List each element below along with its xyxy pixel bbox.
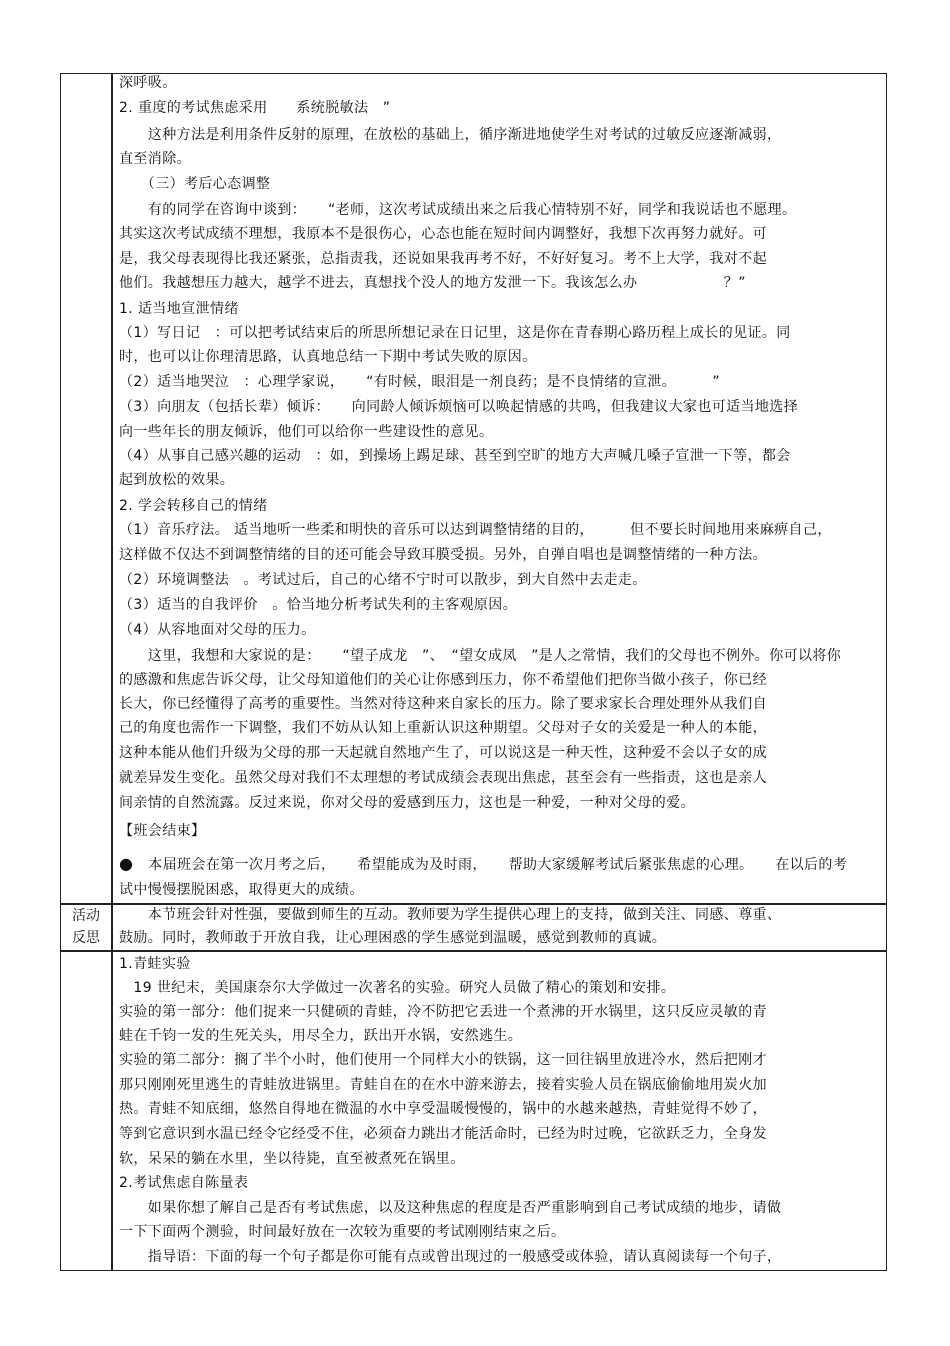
text-line: （4）从容地面对父母的压力。 [119, 622, 316, 638]
text-line: 实验的第一部分：他们捉来一只健硕的青蛙，冷不防把它丢进一个煮沸的开水锅里，这只反应灵敏的青 [119, 1004, 767, 1020]
text-line: 这里，我想和大家说的是： “望子成龙 ”、 “望女成凤 ”是人之常情，我们的父母也不例外。你可以将你 [119, 648, 842, 664]
text-line: 这种方法是利用条件反射的原理，在放松的基础上，循序渐进地使学生对考试的过敏反应逐渐减弱， [119, 127, 782, 143]
text-line: 起到放松的效果。 [119, 472, 235, 488]
text-line: 有的同学在咨询中谈到： “老师，这次考试成绩出来之后我心情特别不好，同学和我说话也不愿理。 [119, 202, 797, 218]
subheading: 2. 学会转移自己的情绪 [119, 498, 268, 514]
text-line: 是，我父母表现得比我还紧张，总指责我，还说如果我再考不好，不好好复习。考不上大学，我对不起 [119, 251, 767, 267]
label-line: 活动 [72, 908, 100, 924]
text-line: （3）适当的自我评价 。恰当地分析考试失利的主客观原因。 [119, 597, 518, 613]
text-line: 19 世纪末，美国康奈尔大学做过一次著名的实验。研究人员做了精心的策划和安排。 [119, 980, 676, 996]
text-line: 鼓励。同时，教师敢于开放自我，让心理困惑的学生感觉到温暖，感觉到教师的真诚。 [119, 930, 667, 946]
text-line: 2. 重度的考试焦虑采用 系统脱敏法 ” [119, 100, 391, 116]
text-line: （2）环境调整法 。考试过后，自己的心绪不宁时可以散步，到大自然中去走走。 [119, 572, 647, 588]
subheading: 1.青蛙实验 [119, 956, 191, 972]
text-line: 软，呆呆的躺在水里，坐以待毙，直至被煮死在锅里。 [119, 1151, 465, 1167]
bullet-text: 本届班会在第一次月考之后， 希望能成为及时雨， 帮助大家缓解考试后紧张焦虑的心理。 在以后的考 [148, 857, 848, 873]
row-divider-1 [60, 903, 887, 905]
bullet-line [119, 856, 847, 873]
text-line: 这种本能从他们升级为父母的那一天起就自然地产生了，可以说这是一种天性，这种爱不会以子女的成 [119, 745, 767, 761]
label-line: 反思 [72, 930, 100, 946]
subheading: 2.考试焦虑自陈量表 [119, 1175, 249, 1191]
text-line: 间亲情的自然流露。反过来说，你对父母的爱感到压力，这也是一种爱，一种对父母的爱。 [119, 795, 695, 811]
row-label [64, 905, 108, 949]
text-line: 其实这次考试成绩不理想，我原本不是很伤心，心态也能在短时间内调整好，我想下次再努力就好。可 [119, 226, 767, 242]
text-line: 等到它意识到水温已经令它经受不住，必须奋力跳出才能活命时，已经为时过晚，它欲跃乏力，全身发 [119, 1126, 767, 1142]
text-line: 己的角度也需作一下调整，我们不妨从认知上重新认识这种期望。父母对子女的关爱是一种人的本能， [119, 720, 767, 736]
text-line: 深呼吸。 [119, 75, 177, 91]
text-line: 时，也可以让你理清思路，认真地总结一下期中考试失败的原因。 [119, 349, 537, 365]
text-line: （2）适当地哭泣 ：心理学家说， “有时候，眼泪是一剂良药；是不良情绪的宣泄。 ” [119, 374, 721, 390]
text-line: 试中慢慢摆脱困惑，取得更大的成绩。 [119, 882, 364, 898]
text-line: 那只刚刚死里逃生的青蛙放进锅里。青蛙自在的在水中游来游去，接着实验人员在锅底偷偷地用炭火加 [119, 1077, 767, 1093]
section-heading: 【班会结束】 [119, 823, 206, 839]
text-line: 蛙在千钧一发的生死关头，用尽全力，跃出开水锅，安然逃生。 [119, 1028, 523, 1044]
text-line: 实验的第二部分：搁了半个小时，他们使用一个同样大小的铁锅，这一回往锅里放进冷水，然后把刚才 [119, 1052, 767, 1068]
text-line: 热。青蛙不知底细，悠然自得地在微温的水中享受温暖慢慢的，锅中的水越来越热，青蛙觉得不妙了， [119, 1101, 767, 1117]
text-line: 向一些年长的朋友倾诉，他们可以给你一些建设性的意见。 [119, 424, 494, 440]
text-line: （1）写日记 ：可以把考试结束后的所思所想记录在日记里，这是你在青春期心路历程上成长的见证。同 [119, 325, 791, 341]
text-line: 一下下面两个测验，时间最好放在一次较为重要的考试刚刚结束之后。 [119, 1224, 566, 1240]
bullet-icon: ● [119, 854, 134, 873]
text-line: 的感激和焦虑告诉父母，让父母知道他们的关心让你感到压力，你不希望他们把你当做小孩子，你已经 [119, 672, 767, 688]
text-line: 本节班会针对性强，要做到师生的互动。教师要为学生提供心理上的支持，做到关注、同感、尊重、 [119, 907, 782, 923]
text-line: 他们。我越想压力越大，越学不进去，真想找个没人的地方发泄一下。我该怎么办 ？” [119, 275, 746, 291]
text-line: 指导语：下面的每一个句子都是你可能有点或曾出现过的一般感受或体验，请认真阅读每一个句子， [119, 1249, 782, 1265]
text-line: （1）音乐疗法。 适当地听一些柔和明快的音乐可以达到调整情绪的目的， 但不要长时间地用来麻痹自己， [119, 522, 832, 538]
section-heading: （三）考后心态调整 [119, 176, 271, 192]
column-divider [111, 73, 113, 1271]
text-line: 长大，你已经懂得了高考的重要性。当然对待这种来自家长的压力。除了要求家长合理处理外从我们自 [119, 696, 767, 712]
text-line: （3）向朋友（包括长辈）倾诉： 向同龄人倾诉烦恼可以唤起情感的共鸣，但我建议大家也可适当地选择 [119, 399, 799, 415]
text-line: 直至消除。 [119, 151, 191, 167]
text-line: 就差异发生变化。虽然父母对我们不太理想的考试成绩会表现出焦虑，甚至会有一些指责，这也是亲人 [119, 770, 767, 786]
text-line: 如果你想了解自己是否有考试焦虑，以及这种焦虑的程度是否严重影响到自己考试成绩的地步，请做 [119, 1200, 782, 1216]
row-divider-2 [60, 950, 887, 952]
text-line: 这样做不仅达不到调整情绪的目的还可能会导致耳膜受损。另外，自弹自唱也是调整情绪的一种方法。 [119, 547, 767, 563]
subheading: 1. 适当地宣泄情绪 [119, 301, 239, 317]
text-line: （4）从事自己感兴趣的运动 ：如，到操场上踢足球、甚至到空旷的地方大声喊几嗓子宣泄一下等，都会 [119, 448, 791, 464]
